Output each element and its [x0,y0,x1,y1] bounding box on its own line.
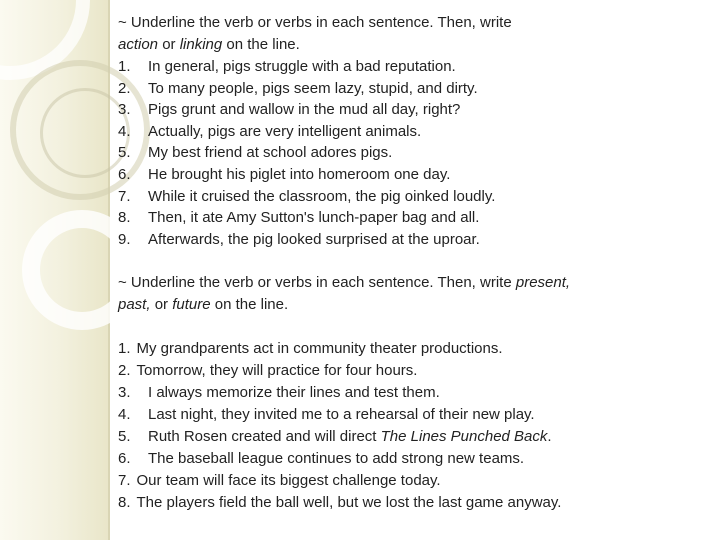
item-sentence: To many people, pigs seem lazy, stupid, and dirty. [148,79,478,97]
list-item [118,338,708,360]
item-number: 4. [118,122,131,140]
item-number: 5. [118,144,131,162]
item-sentence: Ruth Rosen created and will direct [148,428,381,446]
instruction-term-present: present, [515,274,571,292]
exercise-list-2 [118,338,708,514]
item-number: 2. [118,362,131,380]
item-sentence: While it cruised the classroom, the pig oinked loudly. [148,187,496,205]
item-number: 5. [118,428,131,446]
list-item [118,142,708,164]
item-sentence: Pigs grunt and wallow in the mud all day, right? [148,101,461,119]
instructions-action-linking-cont [118,34,708,56]
instructions-tense [118,272,708,294]
item-sentence: In general, pigs struggle with a bad reputation. [148,58,456,75]
item-sentence: I always memorize their lines and test them. [148,384,440,402]
instruction-text: or [150,296,173,314]
item-sentence: He brought his piglet into homeroom one day. [148,165,451,183]
exercise-list-1 [118,56,708,250]
list-item [118,78,708,100]
item-number: 3. [118,384,131,402]
list-item [118,99,708,121]
item-number: 8. [118,209,131,227]
list-item [118,426,708,448]
item-number: 6. [118,165,131,183]
item-number: 4. [118,406,131,424]
item-sentence-end: . [547,428,552,446]
instruction-text: on the line. [210,296,289,314]
item-sentence: Actually, pigs are very intelligent animals. [148,122,422,140]
item-number: 3. [118,101,131,119]
item-number: 1. [118,340,131,358]
item-sentence: Last night, they invited me to a rehearsal of their new play. [148,406,535,424]
instruction-term-future: future [172,296,211,314]
list-item [118,404,708,426]
item-sentence: My best friend at school adores pigs. [148,144,393,162]
list-item [118,448,708,470]
instructions-action-linking [118,12,708,34]
instruction-term-past: past, [118,296,151,314]
list-item [118,360,708,382]
decorative-ring [40,88,130,178]
item-number: 6. [118,450,131,468]
item-sentence: The players field the ball well, but we lost the last game anyway. [136,494,562,512]
instruction-text: or [158,36,180,53]
instruction-text: on the line. [222,36,300,53]
list-item [118,164,708,186]
item-sentence: Afterwards, the pig looked surprised at the uproar. [148,230,480,248]
item-number: 7. [118,472,131,490]
list-item [118,186,708,208]
list-item [118,229,708,251]
section-spacer [118,250,708,272]
item-number: 8. [118,494,131,512]
item-number: 1. [118,58,131,75]
instruction-text: ~ Underline the verb or verbs in each sentence. Then, write [118,274,516,292]
item-sentence: The baseball league continues to add strong new teams. [148,450,525,468]
item-sentence: My grandparents act in community theater productions. [136,340,503,358]
item-sentence: Our team will face its biggest challenge today. [136,472,441,490]
item-sentence: Tomorrow, they will practice for four hours. [136,362,418,380]
item-number: 2. [118,79,131,97]
item-sentence: Then, it ate Amy Sutton's lunch-paper bag and all. [148,209,480,227]
instruction-text: ~ Underline the verb or verbs in each sentence. Then, write [118,14,512,31]
worksheet-content [118,12,708,514]
list-item [118,470,708,492]
instructions-tense-cont [118,294,708,316]
instruction-term-action: action [118,36,159,53]
instruction-term-linking: linking [179,36,223,53]
list-item [118,56,708,78]
section-spacer [118,316,708,338]
play-title: The Lines Punched Back [380,428,548,446]
list-item [118,121,708,143]
list-item [118,382,708,404]
list-item [118,207,708,229]
list-item [118,492,708,514]
item-number: 7. [118,187,131,205]
item-number: 9. [118,230,131,248]
